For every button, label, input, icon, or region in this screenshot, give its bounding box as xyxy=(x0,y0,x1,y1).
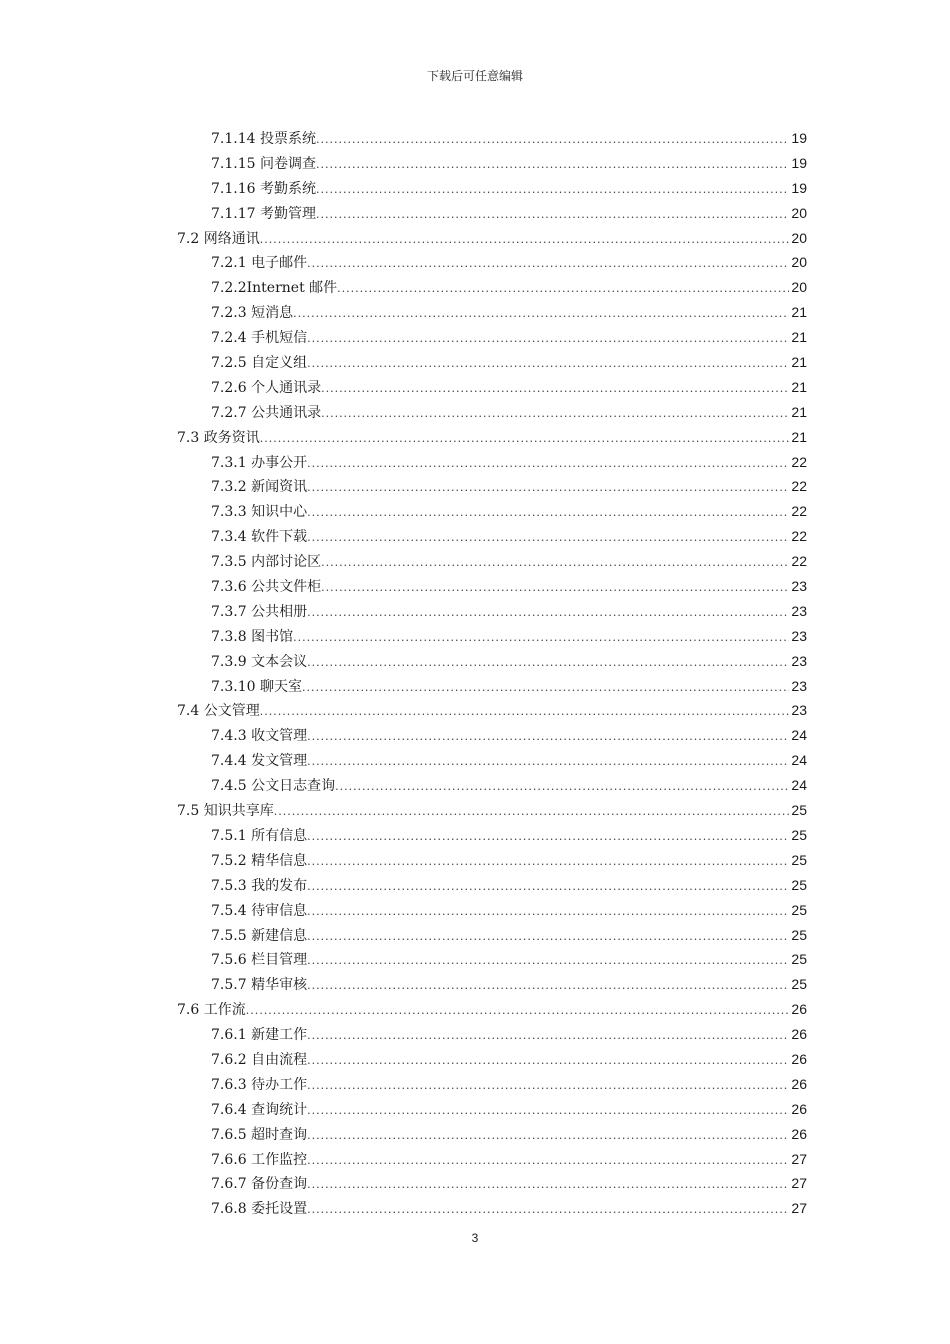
toc-dot-leader xyxy=(335,775,789,800)
toc-entry[interactable] xyxy=(177,599,807,624)
toc-entry-page: 21 xyxy=(791,378,807,395)
toc-entry-title: 7.1.14 投票系统 xyxy=(211,131,316,147)
toc-entry-page: 24 xyxy=(791,777,807,794)
toc-entry-page: 20 xyxy=(791,204,807,221)
toc-entry-title: 7.6.8 委托设置 xyxy=(211,1201,308,1218)
toc-dot-leader xyxy=(274,800,790,825)
toc-entry[interactable] xyxy=(177,1097,807,1122)
toc-entry-title: 7.3.10 聊天室 xyxy=(211,678,302,695)
toc-dot-leader xyxy=(260,700,790,725)
toc-entry-title: 7.3.2 新闻资讯 xyxy=(211,479,308,496)
toc-entry[interactable] xyxy=(177,1171,807,1196)
toc-entry-page: 23 xyxy=(791,578,807,595)
toc-entry[interactable] xyxy=(177,201,807,226)
toc-entry[interactable] xyxy=(177,1072,807,1097)
toc-entry-title: 7.6 工作流 xyxy=(177,1002,246,1019)
toc-entry-page: 26 xyxy=(791,1001,807,1018)
toc-entry-page: 24 xyxy=(791,752,807,769)
toc-dot-leader xyxy=(321,576,789,601)
toc-dot-leader xyxy=(307,875,789,900)
toc-entry-title: 7.5.7 精华审核 xyxy=(211,977,308,994)
toc-entry-title: 7.4.3 收文管理 xyxy=(211,728,308,745)
toc-dot-leader xyxy=(316,203,789,228)
toc-entry[interactable] xyxy=(177,300,807,325)
toc-entry-page: 27 xyxy=(791,1150,807,1167)
toc-entry-page: 25 xyxy=(791,901,807,918)
toc-entry-title: 7.4.4 发文管理 xyxy=(211,753,308,770)
toc-entry-title: 7.6.6 工作监控 xyxy=(211,1151,308,1168)
toc-entry-title: 7.1.15 问卷调查 xyxy=(211,155,316,172)
toc-entry[interactable] xyxy=(177,1147,807,1172)
toc-entry[interactable] xyxy=(177,499,807,524)
toc-entry[interactable] xyxy=(177,350,807,375)
toc-entry-title: 7.1.17 考勤管理 xyxy=(211,205,316,222)
toc-dot-leader xyxy=(307,850,789,875)
toc-dot-leader xyxy=(321,377,789,402)
toc-entry-page: 23 xyxy=(791,677,807,694)
toc-entry[interactable] xyxy=(177,923,807,948)
toc-entry-page: 22 xyxy=(791,453,807,470)
toc-entry[interactable] xyxy=(177,549,807,574)
page-number: 3 xyxy=(471,1231,479,1245)
page-header: 下载后可任意编辑 xyxy=(426,69,523,83)
toc-dot-leader xyxy=(307,900,789,925)
toc-entry[interactable] xyxy=(177,1122,807,1147)
toc-dot-leader xyxy=(307,327,789,352)
toc-entry-title: 7.3.4 软件下载 xyxy=(211,529,308,546)
toc-entry-page: 25 xyxy=(791,951,807,968)
toc-entry-page: 23 xyxy=(791,627,807,644)
toc-entry-title: 7.3.5 内部讨论区 xyxy=(211,554,322,571)
toc-entry[interactable] xyxy=(177,151,807,176)
toc-entry-title: 7.3.8 图书馆 xyxy=(211,628,294,645)
toc-entry-title: 7.5.6 栏目管理 xyxy=(211,952,308,969)
toc-entry-page: 21 xyxy=(791,403,807,420)
toc-entry-page: 26 xyxy=(791,1026,807,1043)
toc-dot-leader xyxy=(307,651,789,676)
toc-entry-title: 7.6.1 新建工作 xyxy=(211,1027,308,1044)
toc-entry[interactable] xyxy=(177,574,807,599)
toc-entry-title: 7.5.1 所有信息 xyxy=(211,827,308,844)
toc-entry-page: 21 xyxy=(791,304,807,321)
toc-entry-page: 25 xyxy=(791,802,807,819)
toc-entry[interactable] xyxy=(177,848,807,873)
toc-entry-title: 7.2.5 自定义组 xyxy=(211,355,308,372)
toc-entry-page: 20 xyxy=(791,229,807,246)
toc-dot-leader xyxy=(293,302,789,327)
toc-entry-page: 24 xyxy=(791,727,807,744)
toc-entry-title: 7.3.7 公共相册 xyxy=(211,603,308,620)
toc-entry-page: 26 xyxy=(791,1050,807,1067)
toc-entry-title: 7.6.4 查询统计 xyxy=(211,1101,308,1118)
toc-entry-page: 22 xyxy=(791,478,807,495)
toc-dot-leader xyxy=(307,476,789,501)
toc-entry[interactable] xyxy=(177,1047,807,1072)
toc-entry-page: 22 xyxy=(791,528,807,545)
toc-entry-title: 7.5 知识共享库 xyxy=(177,803,274,820)
toc-dot-leader xyxy=(246,999,790,1024)
toc-dot-leader xyxy=(307,501,789,526)
toc-entry[interactable] xyxy=(177,524,807,549)
toc-entry[interactable] xyxy=(177,898,807,923)
toc-entry-title: 7.2.7 公共通讯录 xyxy=(211,404,322,421)
toc-entry-title: 7.6.3 待办工作 xyxy=(211,1076,308,1093)
toc-entry[interactable] xyxy=(177,400,807,425)
toc-dot-leader xyxy=(307,352,789,377)
toc-entry[interactable] xyxy=(177,425,807,450)
toc-entry[interactable] xyxy=(177,873,807,898)
toc-entry-page: 19 xyxy=(791,154,807,171)
toc-entry[interactable] xyxy=(177,126,807,151)
toc-dot-leader xyxy=(307,1124,789,1149)
toc-dot-leader xyxy=(307,825,789,850)
toc-entry-title: 7.3.3 知识中心 xyxy=(211,504,308,521)
toc-entry[interactable] xyxy=(177,624,807,649)
toc-entry-title: 7.6.7 备份查询 xyxy=(211,1176,308,1193)
toc-entry[interactable] xyxy=(177,250,807,275)
toc-entry-page: 23 xyxy=(791,602,807,619)
toc-entry[interactable] xyxy=(177,698,807,723)
toc-entry-page: 27 xyxy=(791,1200,807,1217)
toc-entry-title: 7.2 网络通讯 xyxy=(177,230,260,247)
toc-entry-page: 27 xyxy=(791,1175,807,1192)
toc-entry-page: 20 xyxy=(791,279,807,296)
toc-dot-leader xyxy=(307,949,789,974)
toc-dot-leader xyxy=(307,526,789,551)
toc-dot-leader xyxy=(307,452,789,477)
toc-dot-leader xyxy=(307,725,789,750)
toc-entry[interactable] xyxy=(177,450,807,475)
toc-entry-title: 7.5.5 新建信息 xyxy=(211,927,308,944)
toc-entry-page: 21 xyxy=(791,329,807,346)
toc-entry[interactable] xyxy=(177,226,807,251)
toc-entry-page: 26 xyxy=(791,1125,807,1142)
toc-entry-page: 19 xyxy=(791,179,807,196)
toc-dot-leader xyxy=(337,277,789,302)
toc-entry[interactable] xyxy=(177,997,807,1022)
toc-entry-title: 7.2.6 个人通讯录 xyxy=(211,379,322,396)
toc-entry-title: 7.3.6 公共文件柜 xyxy=(211,579,322,596)
toc-entry-page: 22 xyxy=(791,553,807,570)
toc-dot-leader xyxy=(307,1149,789,1174)
toc-entry[interactable] xyxy=(177,972,807,997)
toc-entry-page: 19 xyxy=(791,130,807,146)
toc-entry-page: 25 xyxy=(791,851,807,868)
toc-entry[interactable] xyxy=(177,275,807,300)
toc-dot-leader xyxy=(321,402,789,427)
toc-entry-title: 7.2.4 手机短信 xyxy=(211,330,308,347)
toc-entry-title: 7.4.5 公文日志查询 xyxy=(211,778,336,795)
toc-dot-leader xyxy=(307,750,789,775)
toc-entry[interactable] xyxy=(177,674,807,699)
toc-entry-title: 7.5.2 精华信息 xyxy=(211,852,308,869)
toc-entry-title: 7.3 政务资讯 xyxy=(177,429,260,446)
toc-dot-leader xyxy=(307,252,789,277)
toc-entry-page: 21 xyxy=(791,354,807,371)
toc-entry-title: 7.1.16 考勤系统 xyxy=(211,180,316,197)
toc-entry-page: 25 xyxy=(791,876,807,893)
toc-entry-page: 25 xyxy=(791,826,807,843)
toc-dot-leader xyxy=(316,153,789,178)
toc-dot-leader xyxy=(307,1173,789,1198)
toc-entry-page: 26 xyxy=(791,1075,807,1092)
toc-dot-leader xyxy=(307,974,789,999)
toc-dot-leader xyxy=(316,178,789,203)
toc-dot-leader xyxy=(307,1099,789,1124)
toc-dot-leader xyxy=(307,1198,789,1223)
toc-dot-leader xyxy=(260,427,790,452)
toc-entry-title: 7.2.3 短消息 xyxy=(211,305,294,322)
toc-entry[interactable] xyxy=(177,773,807,798)
toc-dot-leader xyxy=(316,128,789,153)
toc-dot-leader xyxy=(293,626,789,651)
toc-entry-title: 7.4 公文管理 xyxy=(177,703,260,720)
toc-entry-title: 7.5.3 我的发布 xyxy=(211,877,308,894)
toc-dot-leader xyxy=(260,228,790,253)
toc-entry-title: 7.2.1 电子邮件 xyxy=(211,255,308,272)
toc-entry-page: 25 xyxy=(791,926,807,943)
toc-entry[interactable] xyxy=(177,649,807,674)
toc-entry[interactable] xyxy=(177,474,807,499)
toc-dot-leader xyxy=(307,601,789,626)
toc-entry[interactable] xyxy=(177,176,807,201)
toc-entry-page: 25 xyxy=(791,976,807,993)
toc-entry[interactable] xyxy=(177,723,807,748)
toc-entry-title: 7.6.5 超时查询 xyxy=(211,1126,308,1143)
toc-entry-title: 7.5.4 待审信息 xyxy=(211,902,308,919)
toc-entry[interactable] xyxy=(177,947,807,972)
toc-entry[interactable] xyxy=(177,748,807,773)
toc-dot-leader xyxy=(307,1049,789,1074)
toc-entry[interactable] xyxy=(177,375,807,400)
toc-entry[interactable] xyxy=(177,325,807,350)
toc-entry[interactable] xyxy=(177,1196,807,1221)
toc-dot-leader xyxy=(321,551,789,576)
table-of-contents xyxy=(177,126,807,1221)
toc-entry-page: 23 xyxy=(791,702,807,719)
toc-entry-page: 22 xyxy=(791,503,807,520)
toc-entry-page: 20 xyxy=(791,254,807,271)
toc-entry-title: 7.3.9 文本会议 xyxy=(211,653,308,670)
toc-dot-leader xyxy=(302,676,789,701)
toc-entry-page: 23 xyxy=(791,652,807,669)
toc-entry-title: 7.6.2 自由流程 xyxy=(211,1051,308,1068)
toc-entry-page: 26 xyxy=(791,1100,807,1117)
toc-entry-page: 21 xyxy=(791,428,807,445)
toc-entry-title: 7.2.2Internet 邮件 xyxy=(211,280,338,297)
toc-entry[interactable] xyxy=(177,823,807,848)
toc-entry[interactable] xyxy=(177,798,807,823)
toc-dot-leader xyxy=(307,1024,789,1049)
toc-entry[interactable] xyxy=(177,1022,807,1047)
toc-dot-leader xyxy=(307,1074,789,1099)
toc-entry-title: 7.3.1 办事公开 xyxy=(211,454,308,471)
toc-dot-leader xyxy=(307,925,789,950)
